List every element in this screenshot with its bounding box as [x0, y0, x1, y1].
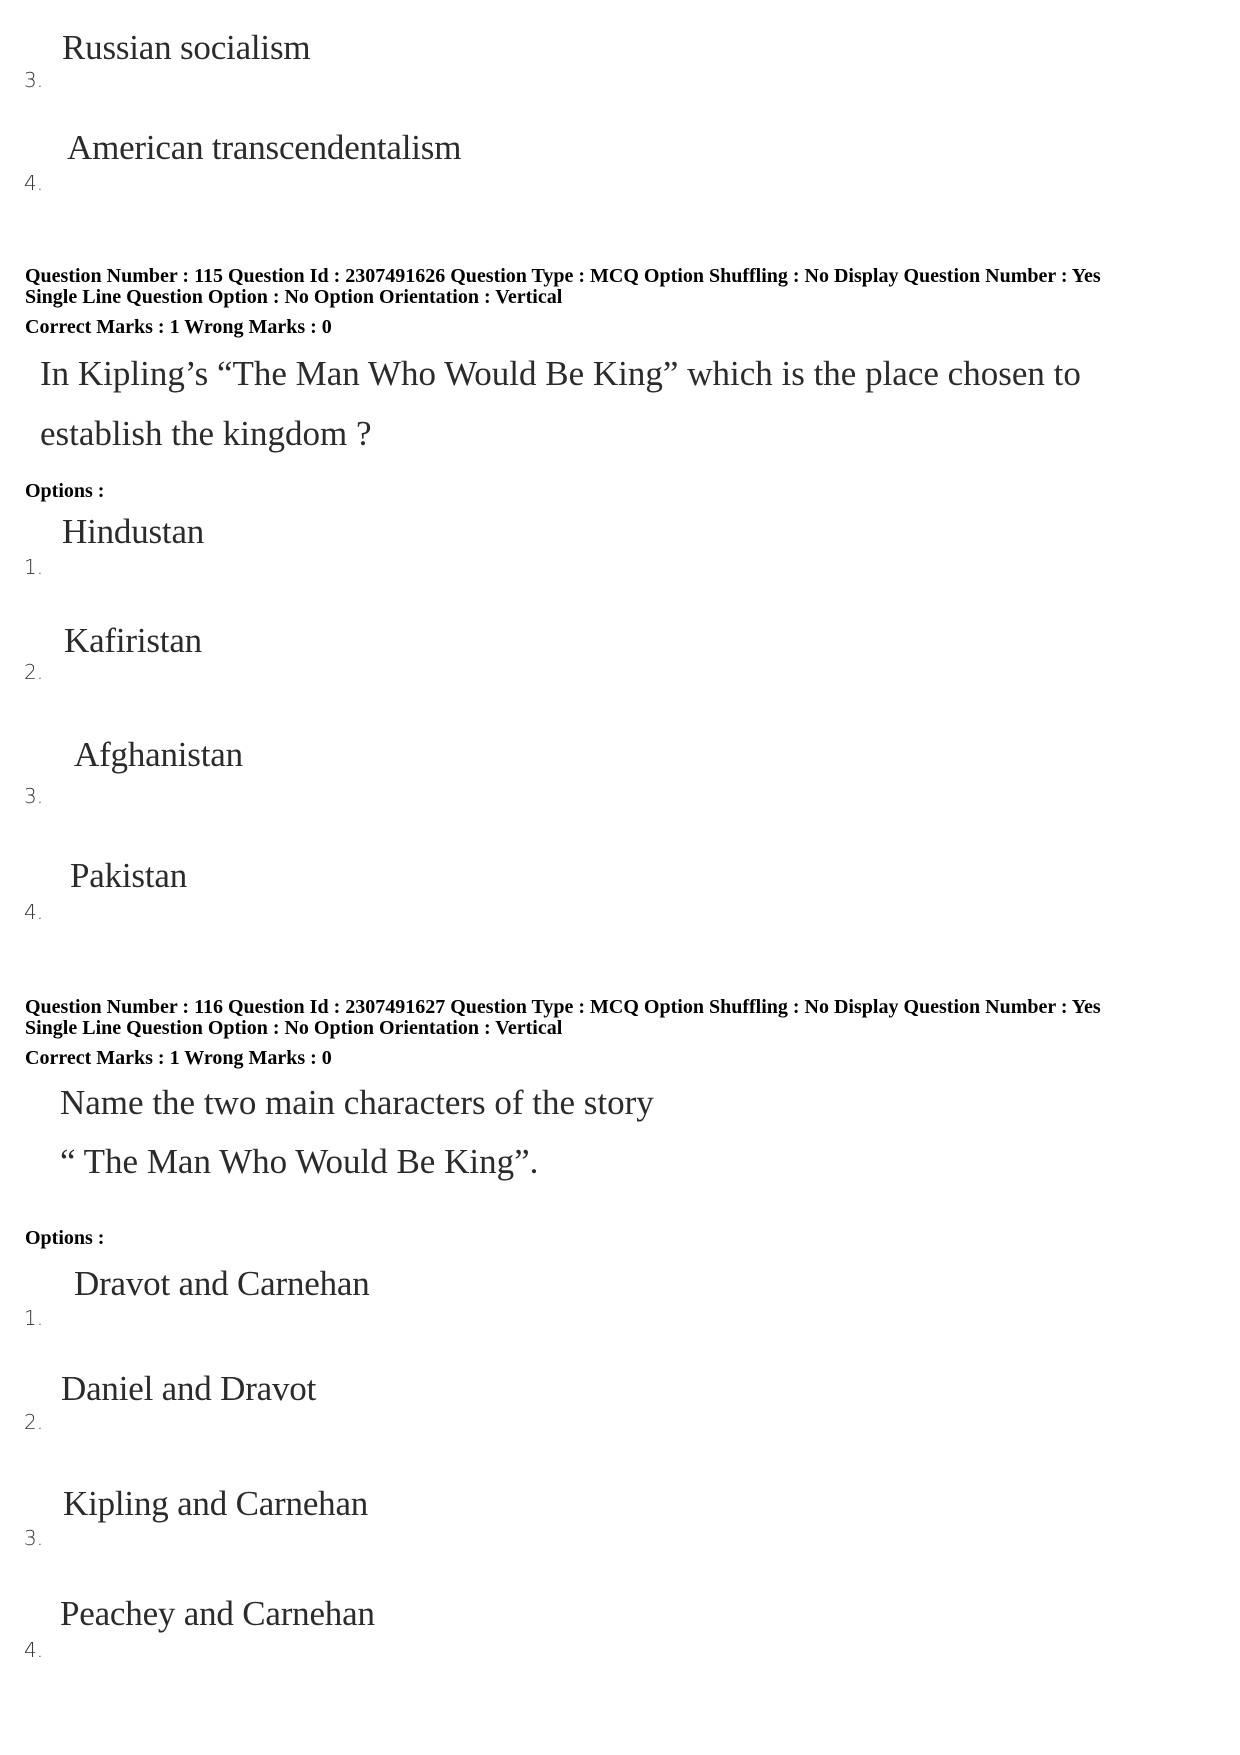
option-text: Hindustan	[62, 512, 205, 551]
option-number: 1.	[24, 1306, 44, 1330]
question-meta-line2: Single Line Question Option : No Option Orientation : Vertical	[25, 286, 563, 308]
question-marks: Correct Marks : 1 Wrong Marks : 0	[25, 316, 332, 338]
option-text: Kafiristan	[64, 621, 202, 660]
option-number: 3.	[24, 784, 44, 808]
option-text: Dravot and Carnehan	[74, 1264, 370, 1303]
option-text: Peachey and Carnehan	[60, 1594, 375, 1633]
options-label: Options :	[25, 1227, 105, 1249]
option-text: Pakistan	[70, 856, 188, 895]
question-marks: Correct Marks : 1 Wrong Marks : 0	[25, 1047, 332, 1069]
options-label: Options :	[25, 480, 105, 502]
option-number: 2.	[24, 660, 44, 684]
option-text: American transcendentalism	[67, 128, 462, 167]
option-number: 3.	[24, 68, 44, 92]
option-number: 4.	[24, 900, 44, 924]
option-text: Afghanistan	[74, 735, 243, 774]
option-number: 2.	[24, 1410, 44, 1434]
option-number: 4.	[24, 171, 44, 195]
question-text: In Kipling’s “The Man Who Would Be King” which is the place chosen to	[40, 354, 1081, 393]
option-number: 1.	[24, 555, 44, 579]
question-meta: Question Number : 116 Question Id : 2307491627 Question Type : MCQ Option Shuffling : No Display Question Number : Yes	[25, 996, 1101, 1018]
question-text: Name the two main characters of the story	[60, 1083, 654, 1122]
option-text: Daniel and Dravot	[61, 1369, 317, 1408]
question-meta: Question Number : 115 Question Id : 2307491626 Question Type : MCQ Option Shuffling : No Display Question Number : Yes	[25, 265, 1101, 287]
option-text: Kipling and Carnehan	[63, 1484, 369, 1523]
option-text: Russian socialism	[62, 28, 311, 67]
question-text-line2: “ The Man Who Would Be King”.	[60, 1142, 539, 1181]
option-number: 3.	[24, 1526, 44, 1550]
question-meta-line2: Single Line Question Option : No Option Orientation : Vertical	[25, 1017, 563, 1039]
question-text-line2: establish the kingdom ?	[40, 414, 372, 453]
option-number: 4.	[24, 1638, 44, 1662]
